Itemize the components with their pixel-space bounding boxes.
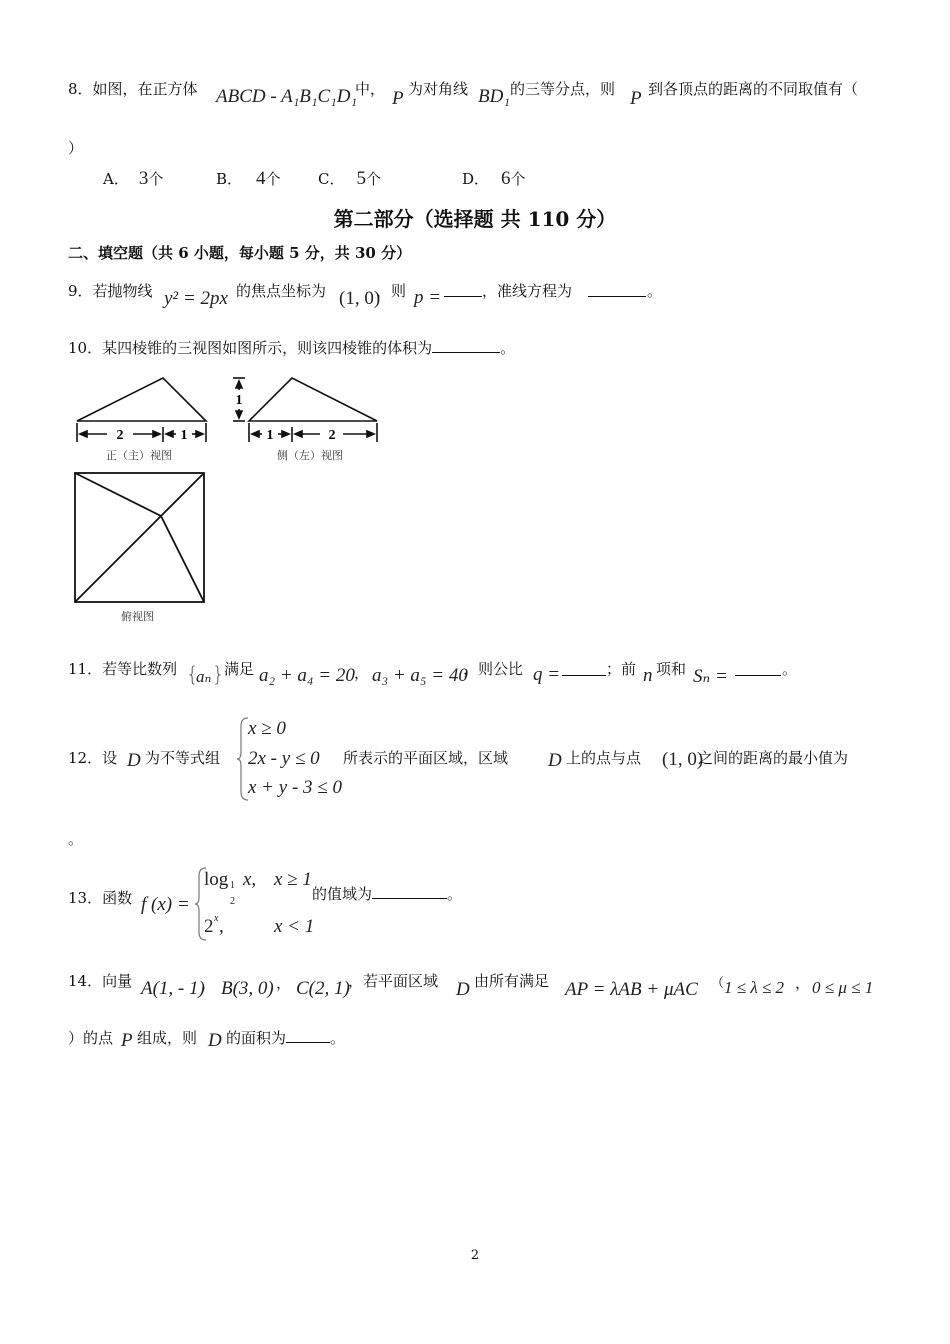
q8-text: 中，	[355, 80, 386, 98]
q14-c: C(2, 1)	[296, 978, 350, 999]
q14-text-value: 的面积为	[226, 1029, 287, 1047]
q11-s: Sₙ =	[693, 666, 728, 687]
three-view-figure	[0, 0, 950, 640]
q11-cond2: a₃ + a₅ = 40	[372, 665, 468, 686]
option-label: B．	[216, 170, 243, 188]
q14-cond2: 0 ≤ μ ≤ 1	[812, 978, 874, 997]
q13-end: 。	[447, 885, 463, 903]
q13-log-base-num: 1	[230, 880, 235, 891]
option-value: 5	[356, 168, 366, 189]
q12-d2: D	[548, 750, 562, 771]
q14-blank[interactable]	[286, 1028, 330, 1043]
q14-sep: ，	[276, 974, 292, 992]
q11-brace-open: {	[186, 662, 199, 686]
q13-case1-cond: x ≥ 1	[274, 869, 312, 890]
q14-b: B(3, 0)	[221, 978, 274, 999]
q14-text: 组成，则	[137, 1029, 198, 1047]
question-number: 13．	[68, 889, 103, 907]
part2-title: 第二部分（选择题 共 110 分）	[333, 207, 617, 231]
q10-end: 。	[500, 339, 516, 357]
q14-cond1: 1 ≤ λ ≤ 2	[724, 978, 785, 997]
q14-text: 向量	[102, 972, 133, 990]
q11-text: ；前	[606, 660, 637, 678]
q11-sep: ，	[354, 664, 370, 682]
q14-sep: ，	[201, 974, 217, 992]
q9-text: ，则	[376, 282, 407, 300]
side-view-caption: 侧（左）视图	[277, 449, 343, 462]
q9-end: 。	[647, 282, 663, 300]
page-number: 2	[470, 1248, 480, 1263]
q14-p: P	[121, 1030, 133, 1051]
q13-case1-var: x,	[243, 869, 257, 890]
q12-ineq-3: x + y - 3 ≤ 0	[248, 777, 342, 798]
q11-cond1: a₂ + a₄ = 20	[259, 665, 355, 686]
side-dim-left: 1	[266, 428, 274, 443]
option-unit: 个	[148, 170, 164, 188]
q8-p: P	[392, 88, 404, 109]
q10-text: 某四棱锥的三视图如图所示，则该四棱锥的体积为	[102, 339, 433, 357]
q13-case2-comma: ,	[219, 916, 224, 937]
q9-text: 若抛物线	[92, 282, 153, 300]
q13-line	[68, 887, 132, 908]
side-dim-right: 2	[328, 428, 336, 443]
q12-ineq-1: x ≥ 0	[248, 718, 286, 739]
top-view-caption: 俯视图	[121, 610, 154, 623]
q13-fx: f (x) =	[141, 894, 190, 915]
q11-text: 项和	[656, 660, 687, 678]
q11-n: n	[643, 665, 653, 686]
option-value: 4	[256, 168, 266, 189]
q12-point: (1, 0)	[662, 749, 704, 770]
q14-line2-end	[226, 1027, 345, 1048]
option-value: 3	[138, 168, 149, 189]
q14-d: D	[456, 979, 470, 1000]
side-height: 1	[235, 393, 243, 408]
q12-text: 上的点与点	[566, 749, 642, 767]
q9-point: (1, 0)	[339, 288, 381, 309]
q9-text: ，准线方程为	[482, 282, 573, 300]
q13-case2-base: 2	[204, 916, 214, 937]
q14-text: ，若平面区域	[348, 972, 439, 990]
q8-text: 为对角线	[408, 80, 469, 98]
q14-end: 。	[330, 1029, 346, 1047]
q12-line	[68, 747, 117, 768]
q13-blank[interactable]	[372, 884, 447, 899]
question-number: 8．	[68, 80, 93, 98]
top-view	[75, 473, 204, 602]
q8-text: 如图，在正方体	[92, 80, 198, 98]
q14-sep: ，	[795, 974, 811, 992]
question-number: 11．	[68, 660, 103, 678]
q14-text: 由所有满足	[474, 972, 550, 990]
q9-p: p =	[414, 287, 442, 308]
q13-text: 函数	[102, 889, 133, 907]
q11-blank-s[interactable]	[735, 661, 781, 676]
option-label: C．	[318, 170, 345, 188]
q8-bd: BD₁	[478, 86, 510, 107]
q11-blank-q[interactable]	[562, 661, 606, 676]
question-number: 12．	[68, 749, 103, 767]
q12-ineq-2: 2x - y ≤ 0	[248, 748, 320, 769]
option-label: D．	[462, 170, 490, 188]
q13-case2-cond: x < 1	[274, 916, 315, 937]
q12-d: D	[127, 750, 141, 771]
q13-case2-exp: x	[214, 913, 219, 924]
option-label: A．	[103, 170, 129, 188]
section-header: 二、填空题（共 6 小题，每小题 5 分，共 30 分）	[68, 244, 412, 262]
q12-text: 之间的距离的最小值为	[698, 749, 849, 767]
q14-a: A(1, - 1)	[141, 978, 205, 999]
q14-d2: D	[208, 1030, 222, 1051]
front-dim-right: 1	[180, 428, 188, 443]
q11-seq: aₙ	[196, 667, 212, 686]
q8-p2: P	[630, 88, 642, 109]
q8-cube-expr: ABCD - A₁B₁C₁D₁	[216, 86, 358, 107]
option-unit: 个	[365, 170, 381, 188]
q11-line	[68, 658, 177, 679]
q8-text: 到各顶点的距离的不同取值有（	[648, 80, 859, 98]
side-view	[233, 378, 377, 442]
front-view-caption: 正（主）视图	[106, 449, 172, 462]
q11-end: 。	[782, 660, 798, 678]
q12-text: 设	[102, 749, 118, 767]
q14-paren: （	[711, 976, 725, 991]
question-number: 9．	[68, 282, 93, 300]
q11-text: 满足	[224, 660, 255, 678]
q13-text-value: 的值域为	[312, 885, 373, 903]
q11-text: ，则公比	[463, 660, 524, 678]
option-unit: 个	[265, 170, 281, 188]
q9-eq: y² = 2px	[164, 288, 228, 309]
option-value: 6	[501, 168, 511, 189]
question-number: 10．	[68, 339, 103, 357]
option-unit: 个	[510, 170, 526, 188]
q13-log-base-den: 2	[230, 896, 235, 907]
q13-log: log	[204, 869, 229, 890]
q9-text: 的焦点坐标为	[236, 282, 327, 300]
q12-end: 。	[68, 830, 84, 848]
q11-q: q =	[533, 664, 561, 685]
q11-text: 若等比数列	[102, 660, 178, 678]
q14-line	[68, 970, 132, 991]
q12-text: 为不等式组	[145, 749, 221, 767]
q8-text: 的三等分点，则	[510, 80, 616, 98]
q8-close-paren: ）	[68, 139, 84, 157]
q12-text: 所表示的平面区域，区域	[343, 749, 509, 767]
q11-brace-close: }	[212, 662, 225, 686]
q14-eq: AP = λAB + μAC	[565, 979, 698, 1000]
front-dim-left: 2	[116, 428, 124, 443]
question-number: 14．	[68, 972, 103, 990]
q13-text	[312, 883, 462, 904]
q14-text: ）的点	[68, 1029, 114, 1047]
